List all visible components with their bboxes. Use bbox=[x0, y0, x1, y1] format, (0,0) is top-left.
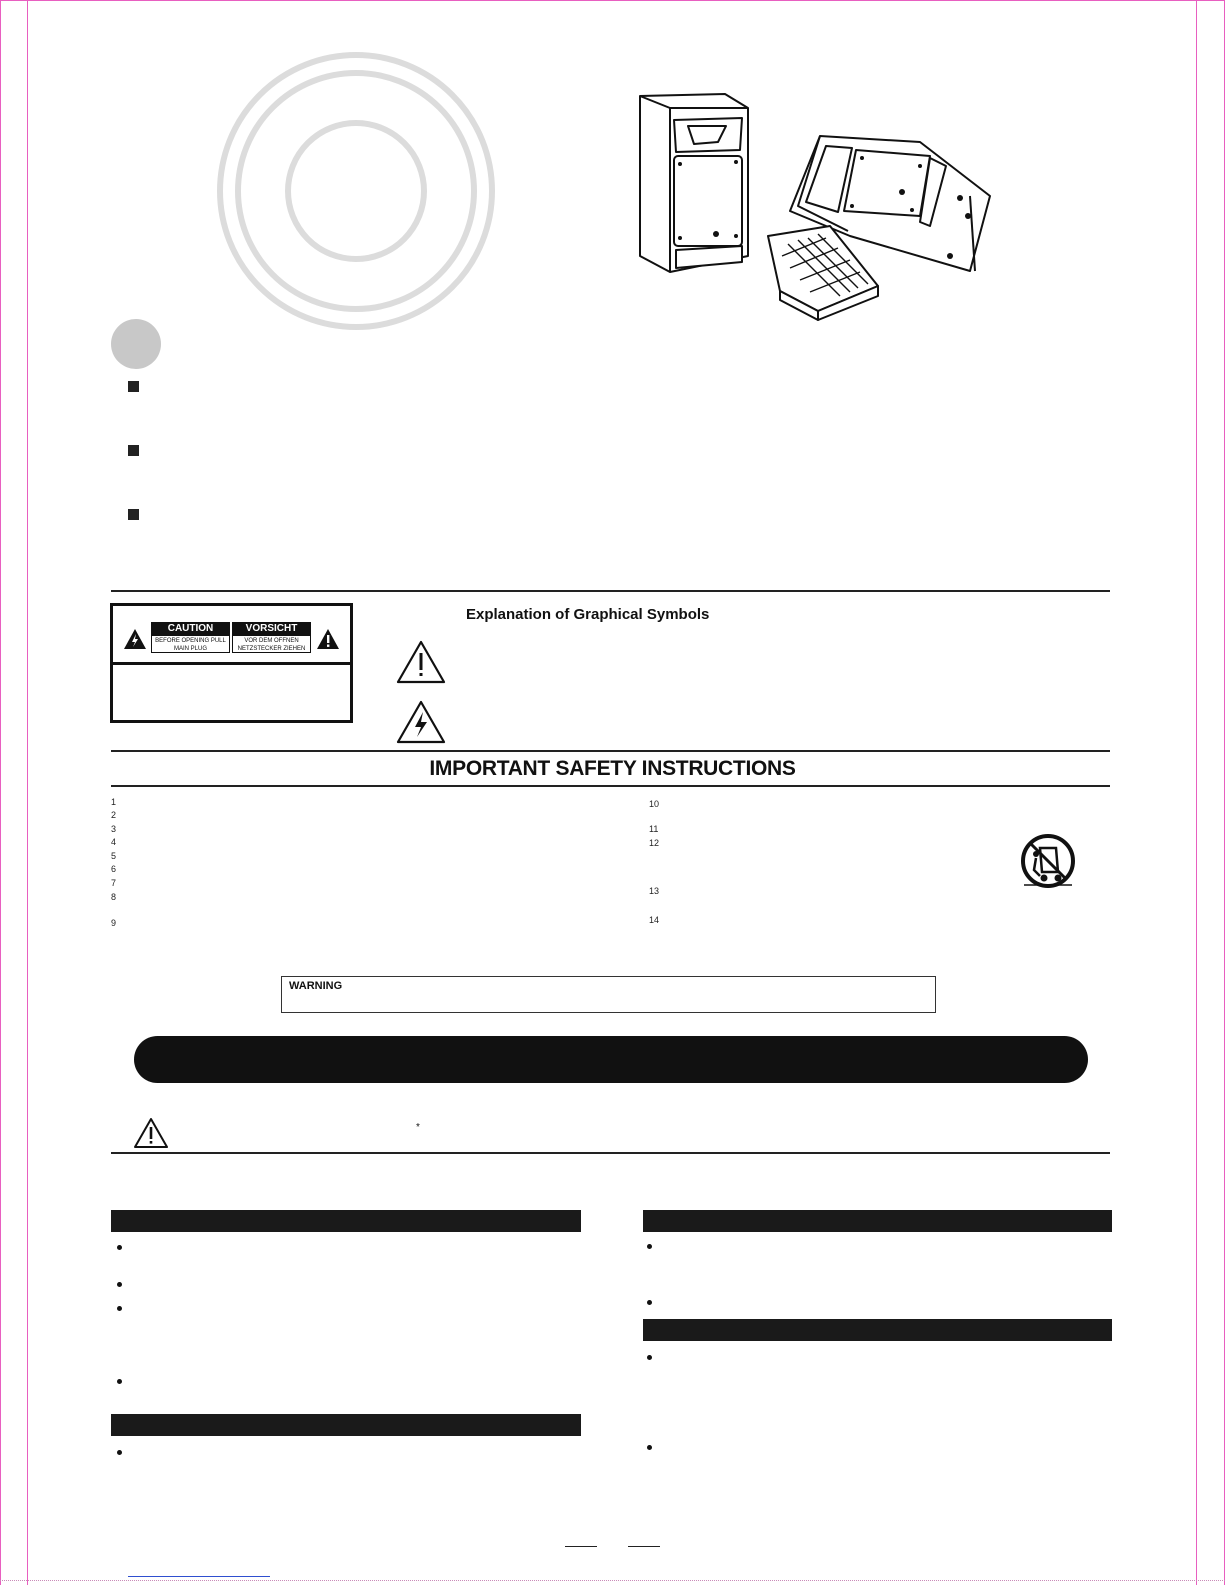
bottom-link-underline[interactable] bbox=[128, 1576, 270, 1577]
speaker-cone-graphic bbox=[215, 50, 497, 332]
precaution-section-bar bbox=[111, 1210, 581, 1232]
list-bullet bbox=[117, 1245, 122, 1250]
section-marker-dot bbox=[111, 319, 161, 369]
list-bullet bbox=[117, 1282, 122, 1287]
precaution-section-bar bbox=[111, 1414, 581, 1436]
feature-bullet-1 bbox=[128, 381, 139, 392]
feature-bullet-3 bbox=[128, 509, 139, 520]
list-bullet bbox=[117, 1379, 122, 1384]
right-margin-line bbox=[1196, 0, 1197, 1585]
safety-item-number: 14 bbox=[649, 915, 660, 925]
safety-item-number: 5 bbox=[111, 851, 117, 861]
exclamation-triangle-icon bbox=[396, 640, 446, 684]
list-bullet bbox=[647, 1355, 652, 1360]
list-bullet bbox=[117, 1306, 122, 1311]
exclamation-triangle-icon bbox=[316, 628, 340, 650]
caution-label-top bbox=[113, 606, 350, 665]
safety-item-number: 3 bbox=[111, 824, 117, 834]
precaution-section-bar bbox=[643, 1319, 1112, 1341]
vorsicht-heading: VORSICHT bbox=[232, 622, 311, 635]
no-cart-tip-icon bbox=[1018, 834, 1078, 890]
list-bullet bbox=[117, 1450, 122, 1455]
safety-item-number: 11 bbox=[649, 824, 659, 834]
list-bullet bbox=[647, 1445, 652, 1450]
lightning-triangle-icon bbox=[396, 700, 446, 744]
safety-item-number: 12 bbox=[649, 838, 660, 848]
warning-box bbox=[281, 976, 936, 1013]
rule-below-safety bbox=[111, 785, 1110, 787]
caution-subtext: BEFORE OPENING PULL MAIN PLUG bbox=[151, 635, 230, 653]
safety-item-number: 2 bbox=[111, 810, 117, 820]
rule-above-safety bbox=[111, 750, 1110, 752]
safety-item-number: 13 bbox=[649, 886, 660, 896]
precaution-section-bar bbox=[643, 1210, 1112, 1232]
list-bullet bbox=[647, 1244, 652, 1249]
exclamation-triangle-icon bbox=[133, 1117, 169, 1149]
asterisk-note: * bbox=[416, 1122, 420, 1133]
bottom-dotted-edge bbox=[0, 1580, 1225, 1581]
feature-bullet-2 bbox=[128, 445, 139, 456]
safety-instructions-title: IMPORTANT SAFETY INSTRUCTIONS bbox=[429, 757, 796, 780]
symbols-explanation-title: Explanation of Graphical Symbols bbox=[466, 606, 710, 623]
rule-top bbox=[111, 590, 1110, 592]
safety-item-number: 7 bbox=[111, 878, 117, 888]
caution-label bbox=[110, 603, 353, 723]
warning-label: WARNING bbox=[289, 980, 343, 992]
safety-item-number: 10 bbox=[649, 799, 660, 809]
safety-item-number: 1 bbox=[111, 797, 117, 807]
safety-item-number: 8 bbox=[111, 892, 117, 902]
vorsicht-subtext: VOR DEM OFFNEN NETZSTECKER ZIEHEN bbox=[232, 635, 311, 653]
caution-heading: CAUTION bbox=[151, 622, 230, 635]
precautions-banner bbox=[134, 1036, 1088, 1083]
safety-item-number: 9 bbox=[111, 918, 117, 928]
page-number-left-rule bbox=[565, 1546, 597, 1547]
safety-item-number: 4 bbox=[111, 837, 117, 847]
left-margin-line bbox=[27, 0, 28, 1585]
list-bullet bbox=[647, 1300, 652, 1305]
safety-item-number: 6 bbox=[111, 864, 117, 874]
lightning-triangle-icon bbox=[123, 628, 147, 650]
page-number-right-rule bbox=[628, 1546, 660, 1547]
rule-caution bbox=[111, 1152, 1110, 1154]
products-illustration bbox=[630, 86, 1002, 326]
